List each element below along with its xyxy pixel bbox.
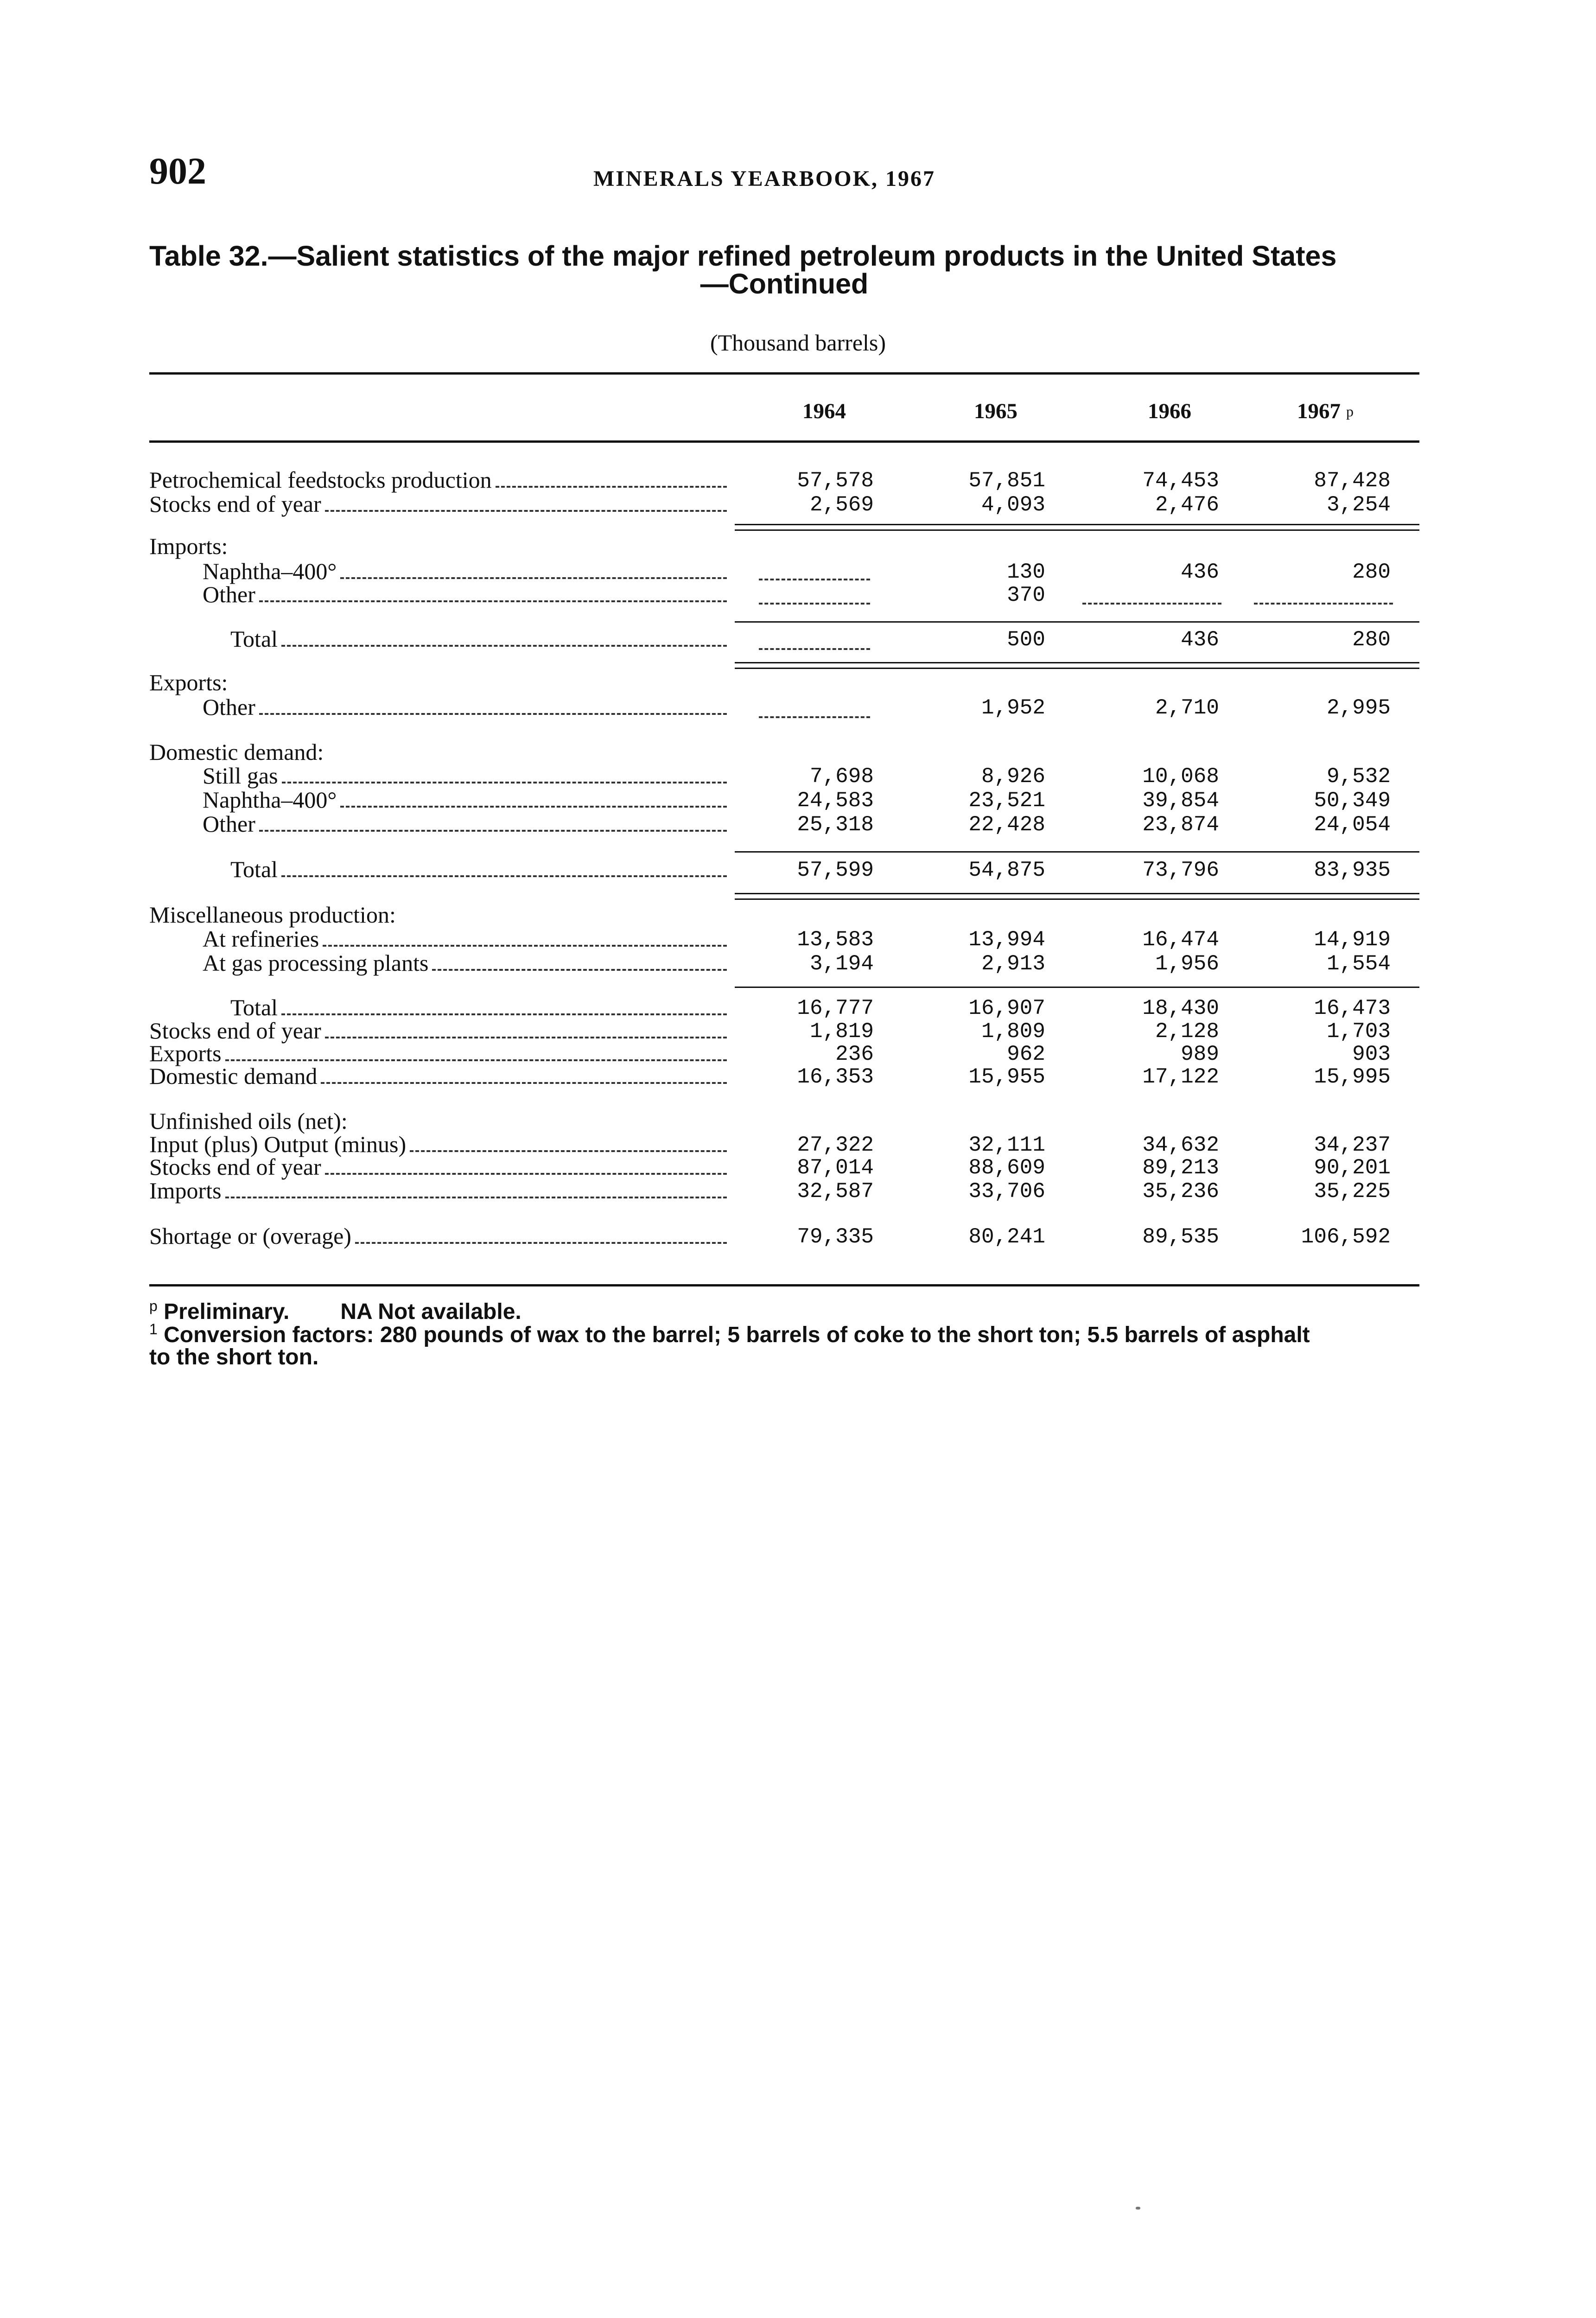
row-leader <box>410 1150 727 1152</box>
cell-imp-naphtha-4: 280 <box>1352 560 1391 584</box>
row-label-unf-head: Unfinished oils (net): <box>149 1108 348 1134</box>
row-label-unf-stocks: Stocks end of year <box>149 1154 321 1180</box>
empty-cell-dash <box>759 603 870 605</box>
rule-dd-total <box>735 851 1419 853</box>
cell-misc-exports-4: 903 <box>1352 1042 1391 1066</box>
cell-dd-still-3: 10,068 <box>1142 764 1219 789</box>
cell-shortage-4: 106,592 <box>1301 1225 1391 1249</box>
cell-misc-gas-1: 3,194 <box>809 952 874 976</box>
table-title-line2: —Continued <box>700 268 869 299</box>
row-label-dd-total: Total <box>230 856 278 882</box>
cell-unf-input-3: 34,632 <box>1142 1133 1219 1157</box>
rule-misc-total <box>735 987 1419 988</box>
cell-shortage-1: 79,335 <box>797 1225 874 1249</box>
page-number: 902 <box>149 150 206 192</box>
empty-cell-dash <box>1254 603 1393 605</box>
header-bottom-rule <box>149 440 1419 443</box>
row-label-misc-stocks: Stocks end of year <box>149 1018 321 1044</box>
row-label-misc-refineries: At refineries <box>203 926 319 952</box>
cell-dd-naphtha-4: 50,349 <box>1314 789 1391 813</box>
cell-misc-gas-3: 1,956 <box>1155 952 1219 976</box>
cell-unf-stocks-3: 89,213 <box>1142 1156 1219 1180</box>
cell-shortage-3: 89,535 <box>1142 1225 1219 1249</box>
cell-petro-prod-2: 57,851 <box>968 469 1045 493</box>
table-top-rule <box>149 372 1419 375</box>
row-label-exp-other: Other <box>203 694 255 720</box>
cell-dd-naphtha-1: 24,583 <box>797 789 874 813</box>
cell-unf-input-4: 34,237 <box>1314 1133 1391 1157</box>
cell-petro-stocks-1: 2,569 <box>809 493 874 517</box>
row-label-petro-prod: Petrochemical feedstocks production <box>149 467 492 493</box>
table-title-line1: Table 32.—Salient statistics of the major refined petroleum products in the United States <box>149 240 1337 272</box>
cell-dd-still-2: 8,926 <box>981 764 1045 789</box>
cell-misc-stocks-4: 1,703 <box>1326 1019 1391 1044</box>
row-leader <box>281 645 727 647</box>
row-label-imports-head: Imports: <box>149 533 228 559</box>
empty-cell-dash <box>1082 603 1221 605</box>
double-petro-second <box>735 529 1419 531</box>
cell-misc-refineries-2: 13,994 <box>968 928 1045 952</box>
cell-dd-naphtha-2: 23,521 <box>968 789 1045 813</box>
cell-unf-stocks-1: 87,014 <box>797 1156 874 1180</box>
year-header-1965: 1965 <box>974 399 1017 423</box>
cell-unf-input-1: 27,322 <box>797 1133 874 1157</box>
footnote-conv-text-2: to the short ton. <box>149 1345 319 1369</box>
row-label-shortage: Shortage or (overage) <box>149 1223 351 1249</box>
cell-dd-other-4: 24,054 <box>1314 813 1391 837</box>
footnote-prelim-text: Preliminary. <box>164 1299 290 1324</box>
row-leader <box>281 875 727 877</box>
cell-misc-stocks-1: 1,819 <box>809 1019 874 1044</box>
cell-misc-refineries-1: 13,583 <box>797 928 874 952</box>
cell-misc-total-4: 16,473 <box>1314 996 1391 1020</box>
row-label-petro-stocks: Stocks end of year <box>149 491 321 517</box>
row-leader <box>259 600 727 602</box>
row-leader <box>281 1013 727 1015</box>
row-leader <box>496 486 727 488</box>
cell-dd-still-1: 7,698 <box>809 764 874 789</box>
cell-imp-naphtha-3: 436 <box>1181 560 1219 584</box>
row-label-misc-domestic: Domestic demand <box>149 1063 318 1089</box>
row-leader <box>321 1082 727 1084</box>
cell-misc-refineries-3: 16,474 <box>1142 928 1219 952</box>
row-leader <box>225 1059 727 1061</box>
double-dd-total <box>735 893 1419 894</box>
cell-unf-imports-1: 32,587 <box>797 1179 874 1204</box>
empty-cell-dash <box>759 648 870 650</box>
cell-misc-domestic-3: 17,122 <box>1142 1065 1219 1089</box>
cell-misc-domestic-2: 15,955 <box>968 1065 1045 1089</box>
year-header-1967 <box>1214 399 1354 424</box>
row-leader <box>225 1197 727 1198</box>
row-leader <box>340 577 727 579</box>
running-header: MINERALS YEARBOOK, 1967 <box>593 166 935 191</box>
cell-imp-total-3: 436 <box>1181 628 1219 652</box>
row-label-domestic-head: Domestic demand: <box>149 739 324 765</box>
row-leader <box>323 945 727 947</box>
cell-dd-total-1: 57,599 <box>797 858 874 882</box>
cell-imp-other-2: 370 <box>1007 583 1045 607</box>
cell-misc-domestic-4: 15,995 <box>1314 1065 1391 1089</box>
cell-petro-prod-1: 57,578 <box>797 469 874 493</box>
cell-petro-prod-4: 87,428 <box>1314 469 1391 493</box>
cell-dd-other-3: 23,874 <box>1142 813 1219 837</box>
cell-dd-still-4: 9,532 <box>1326 764 1391 789</box>
cell-unf-stocks-2: 88,609 <box>968 1156 1045 1180</box>
year-header-1967-value: 1967 <box>1297 399 1341 423</box>
empty-cell-dash <box>759 716 870 718</box>
cell-misc-exports-1: 236 <box>835 1042 874 1066</box>
cell-unf-stocks-4: 90,201 <box>1314 1156 1391 1180</box>
cell-misc-exports-2: 962 <box>1007 1042 1045 1066</box>
cell-misc-total-2: 16,907 <box>968 996 1045 1020</box>
cell-dd-total-4: 83,935 <box>1314 858 1391 882</box>
row-leader <box>340 806 727 808</box>
cell-misc-domestic-1: 16,353 <box>797 1065 874 1089</box>
table-title <box>149 242 1419 298</box>
cell-misc-stocks-3: 2,128 <box>1155 1019 1219 1044</box>
double-petro <box>735 524 1419 525</box>
row-leader <box>282 782 727 783</box>
row-label-imp-total: Total <box>230 626 278 652</box>
cell-dd-total-2: 54,875 <box>968 858 1045 882</box>
cell-dd-naphtha-3: 39,854 <box>1142 789 1219 813</box>
footnote-conv-text: Conversion factors: 280 pounds of wax to the barrel; 5 barrels of coke to the short ton; 5.5 barrels of asphalt <box>164 1323 1310 1347</box>
footnote-na-text: NA Not available. <box>340 1299 521 1324</box>
year-header-1966: 1966 <box>1148 399 1191 423</box>
footnote-prelim-mark: p <box>149 1298 158 1314</box>
preliminary-mark: p <box>1346 403 1354 420</box>
cell-misc-gas-2: 2,913 <box>981 952 1045 976</box>
row-leader <box>325 1173 727 1175</box>
row-leader <box>325 510 727 512</box>
cell-dd-other-1: 25,318 <box>797 813 874 837</box>
row-label-misc-head: Miscellaneous production: <box>149 902 396 928</box>
cell-unf-imports-4: 35,225 <box>1314 1179 1391 1204</box>
footnote-conv-mark: 1 <box>149 1321 158 1337</box>
row-label-unf-imports: Imports <box>149 1178 222 1204</box>
cell-misc-stocks-2: 1,809 <box>981 1019 1045 1044</box>
table-unit-caption: (Thousand barrels) <box>710 330 886 356</box>
double-imp-total-second <box>735 668 1419 669</box>
rule-imp-total <box>735 621 1419 623</box>
row-label-unf-input: Input (plus) Output (minus) <box>149 1131 407 1157</box>
cell-petro-stocks-2: 4,093 <box>981 493 1045 517</box>
cell-misc-exports-3: 989 <box>1181 1042 1219 1066</box>
row-label-misc-total: Total <box>230 994 278 1020</box>
cell-shortage-2: 80,241 <box>968 1225 1045 1249</box>
cell-exp-other-3: 2,710 <box>1155 696 1219 720</box>
cell-misc-gas-4: 1,554 <box>1326 952 1391 976</box>
row-label-misc-gas: At gas processing plants <box>203 950 429 976</box>
row-label-exports-head: Exports: <box>149 669 228 695</box>
cell-petro-stocks-4: 3,254 <box>1326 493 1391 517</box>
cell-misc-total-3: 18,430 <box>1142 996 1219 1020</box>
double-dd-total-second <box>735 898 1419 900</box>
row-label-misc-exports: Exports <box>149 1040 222 1066</box>
row-label-dd-naphtha: Naphtha–400° <box>203 787 337 813</box>
double-imp-total <box>735 662 1419 663</box>
cell-dd-total-3: 73,796 <box>1142 858 1219 882</box>
year-header-1964: 1964 <box>802 399 846 423</box>
row-label-imp-other: Other <box>203 581 255 607</box>
cell-unf-imports-3: 35,236 <box>1142 1179 1219 1204</box>
footnote-conversion <box>149 1318 1429 1369</box>
table-bottom-rule <box>149 1284 1419 1286</box>
cell-misc-refineries-4: 14,919 <box>1314 928 1391 952</box>
row-label-imp-naphtha: Naphtha–400° <box>203 558 337 584</box>
row-leader <box>355 1242 727 1244</box>
row-leader <box>325 1037 727 1038</box>
cell-imp-total-2: 500 <box>1007 628 1045 652</box>
scan-speck <box>1136 2207 1140 2210</box>
cell-unf-input-2: 32,111 <box>968 1133 1045 1157</box>
cell-dd-other-2: 22,428 <box>968 813 1045 837</box>
cell-petro-prod-3: 74,453 <box>1142 469 1219 493</box>
row-leader <box>259 830 727 832</box>
cell-exp-other-2: 1,952 <box>981 696 1045 720</box>
row-leader <box>259 713 727 715</box>
empty-cell-dash <box>759 579 870 580</box>
cell-imp-total-4: 280 <box>1352 628 1391 652</box>
row-label-dd-other: Other <box>203 811 255 837</box>
row-label-dd-still: Still gas <box>203 763 278 789</box>
row-leader <box>432 969 727 971</box>
cell-unf-imports-2: 33,706 <box>968 1179 1045 1204</box>
cell-imp-naphtha-2: 130 <box>1007 560 1045 584</box>
cell-exp-other-4: 2,995 <box>1326 696 1391 720</box>
cell-petro-stocks-3: 2,476 <box>1155 493 1219 517</box>
cell-misc-total-1: 16,777 <box>797 996 874 1020</box>
